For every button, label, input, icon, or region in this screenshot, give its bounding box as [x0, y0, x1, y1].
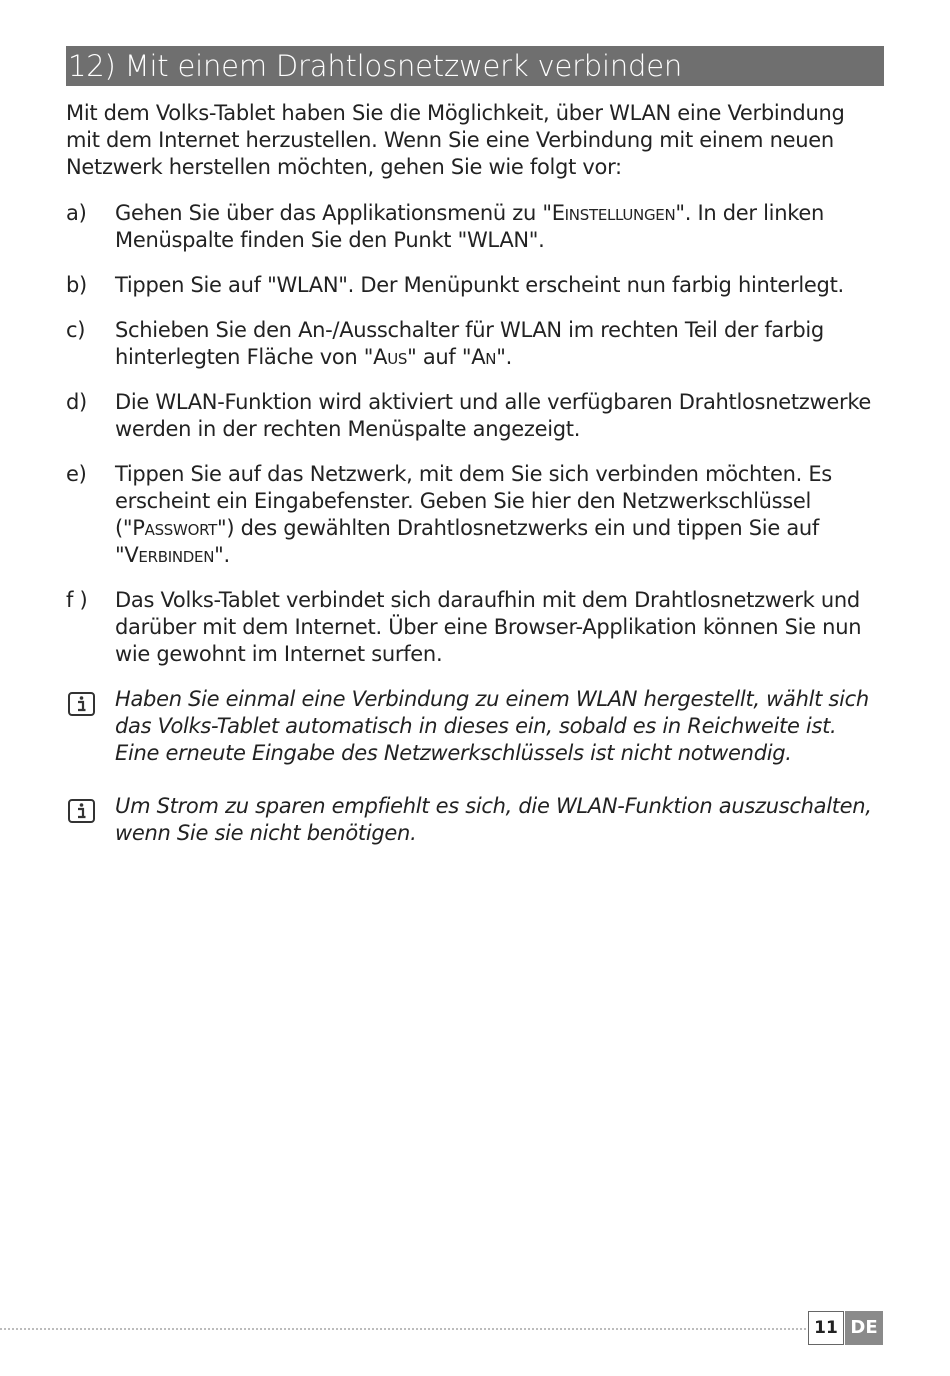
list-item	[66, 200, 886, 254]
list-marker: e)	[66, 462, 87, 486]
list-item	[66, 461, 886, 569]
list-item	[66, 389, 886, 443]
list-item	[66, 587, 886, 668]
step-text: Tippen Sie auf das Netzwerk, mit dem Sie sich verbinden möchten. Es erscheint ein Eingabefenster. Geben Sie hier den Netzwerkschlüssel ("	[115, 462, 832, 540]
step-text: ". In der linken Menüspalte finden Sie den Punkt "WLAN".	[115, 201, 824, 252]
language-badge: DE	[845, 1311, 883, 1345]
step-text: ".	[496, 345, 512, 369]
menu-term: Passwort	[132, 516, 217, 540]
main-content	[66, 100, 886, 873]
step-text: " auf "	[407, 345, 472, 369]
list-marker: a)	[66, 201, 87, 225]
step-text: ".	[214, 543, 230, 567]
step-text: ") des gewählten Drahtlosnetzwerks ein und tippen Sie auf "	[115, 516, 820, 567]
info-note	[66, 686, 886, 767]
step-text: Die WLAN-Funktion wird aktiviert und alle verfügbaren Drahtlosnetzwerke werden in der rechten Menüspalte angezeigt.	[115, 390, 872, 441]
list-item	[66, 317, 886, 371]
list-marker: c)	[66, 318, 86, 342]
list-marker: d)	[66, 390, 87, 414]
step-text: Schieben Sie den An-/Ausschalter für WLAN im rechten Teil der farbig hinterlegten Fläche von "	[115, 318, 824, 369]
list-marker: f )	[66, 588, 88, 612]
info-icon	[68, 692, 95, 716]
menu-term: Einstellungen	[551, 201, 676, 225]
info-note	[66, 793, 886, 847]
section-title: 12) Mit einem Drahtlosnetzwerk verbinden	[68, 49, 683, 83]
step-text: Tippen Sie auf "WLAN". Der Menüpunkt erscheint nun farbig hinterlegt.	[115, 273, 844, 297]
step-text: Gehen Sie über das Applikationsmenü zu "	[115, 201, 552, 225]
footer-dotted-divider	[0, 1328, 806, 1330]
menu-term: Verbinden	[124, 543, 215, 567]
page-number: 11	[808, 1311, 844, 1345]
menu-term: An	[471, 345, 497, 369]
note-text: Um Strom zu sparen empfiehlt es sich, die WLAN-Funktion auszuschalten, wenn Sie sie nicht benötigen.	[115, 794, 872, 845]
list-marker: b)	[66, 273, 87, 297]
steps-list	[66, 200, 886, 668]
menu-term: Aus	[373, 345, 408, 369]
section-heading-bar	[66, 46, 884, 86]
step-text: Das Volks-Tablet verbindet sich daraufhin mit dem Drahtlosnetzwerk und darüber mit dem Internet. Über eine Browser-Applikation können Sie nun wie gewohnt im Internet surfen.	[115, 588, 862, 666]
intro-paragraph: Mit dem Volks-Tablet haben Sie die Möglichkeit, über WLAN eine Verbindung mit dem Internet herzustellen. Wenn Sie eine Verbindung mit einem neuen Netzwerk herstellen möchten, gehen Sie wie folgt vor:	[66, 101, 845, 179]
info-icon	[68, 799, 95, 823]
note-text: Haben Sie einmal eine Verbindung zu einem WLAN hergestellt, wählt sich das Volks-Tablet automatisch in dieses ein, sobald es in Reichweite ist. Eine erneute Eingabe des Netzwerkschlüssels ist nicht notwendig.	[115, 687, 869, 765]
list-item	[66, 272, 886, 299]
